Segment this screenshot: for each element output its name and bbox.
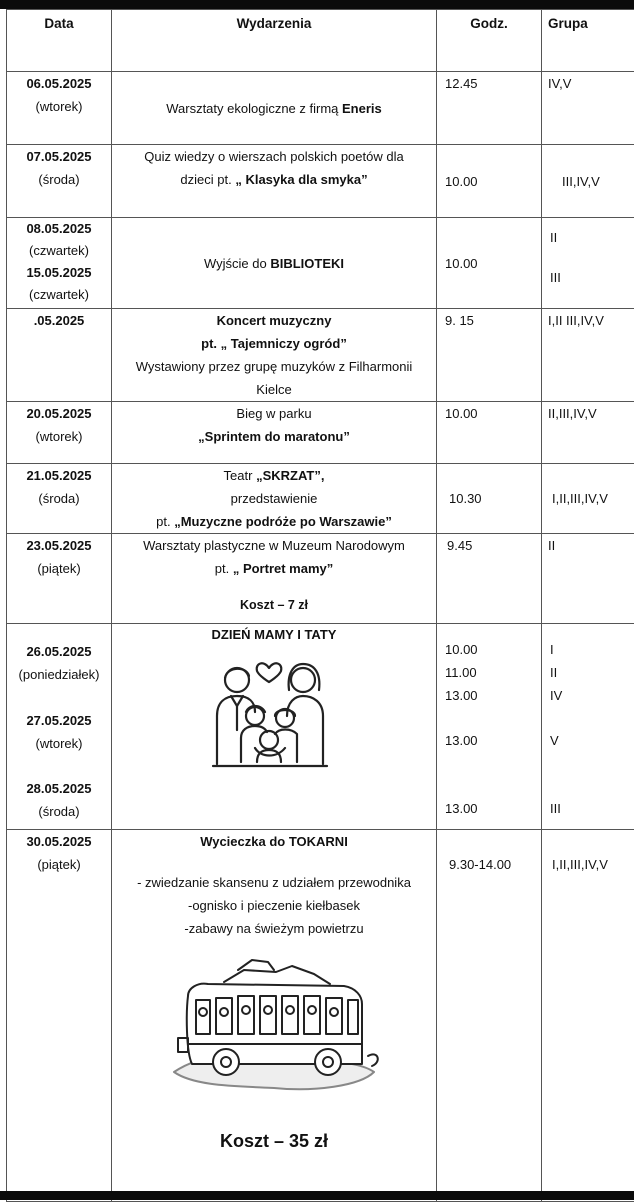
event-day: (środa) <box>7 168 111 191</box>
event-bold: „SKRZAT”, <box>256 468 324 483</box>
event-bold: „Muzyczne podróże po Warszawie” <box>174 514 392 529</box>
event-text: Warsztaty ekologiczne z firmą <box>166 101 342 116</box>
event-day: (środa) <box>7 800 111 823</box>
event-date: 23.05.2025 <box>7 534 111 557</box>
event-date: 27.05.2025 <box>7 709 111 732</box>
bottom-edge <box>0 1191 634 1200</box>
event-hour: 12.45 <box>445 72 541 95</box>
event-text: Quiz wiedzy o wierszach polskich poetów dla <box>112 145 436 168</box>
event-day: (piątek) <box>7 557 111 580</box>
event-hour: 9. 15 <box>445 309 541 332</box>
event-hour: 10.00 <box>445 170 541 193</box>
event-bold: „ Portret mamy” <box>233 561 333 576</box>
event-bold: Eneris <box>342 101 382 116</box>
table-row <box>7 534 634 624</box>
event-text: Teatr <box>224 468 257 483</box>
event-day: (środa) <box>7 487 111 510</box>
event-day: (czwartek) <box>7 240 111 262</box>
event-group: V <box>550 729 634 752</box>
event-cost: Koszt – 35 zł <box>112 1130 436 1153</box>
top-edge <box>0 0 634 9</box>
event-day: (wtorek) <box>7 425 111 448</box>
table-row <box>7 218 634 309</box>
event-group: II <box>548 534 634 557</box>
table-row <box>7 464 634 534</box>
event-date: 21.05.2025 <box>7 464 111 487</box>
event-hour: 9.30-14.00 <box>449 853 541 876</box>
event-day: (czwartek) <box>7 284 111 306</box>
event-hour: 10.00 <box>445 638 541 661</box>
event-date: 07.05.2025 <box>7 145 111 168</box>
event-hour: 9.45 <box>447 534 541 557</box>
event-group: III <box>550 258 634 298</box>
list-item: - zwiedzanie skansenu z udziałem przewodnika <box>112 871 436 894</box>
event-group: II <box>550 661 634 684</box>
event-title: Koncert muzyczny <box>112 309 436 332</box>
event-text: Wyjście do <box>204 256 270 271</box>
event-text: pt. <box>156 514 174 529</box>
event-day: (wtorek) <box>7 95 111 118</box>
list-item: -zabawy na świeżym powietrzu <box>112 917 436 940</box>
event-text: Kielce <box>112 378 436 401</box>
event-bold: „Sprintem do maratonu” <box>112 425 436 448</box>
table-row <box>7 830 634 1202</box>
event-hour: 13.00 <box>445 729 541 752</box>
event-group: IV,V <box>548 72 634 95</box>
event-day: (wtorek) <box>7 732 111 755</box>
event-day: (piątek) <box>7 853 111 876</box>
event-title: Wycieczka do TOKARNI <box>112 830 436 853</box>
event-group: III <box>550 797 634 820</box>
schedule-table <box>6 9 634 1202</box>
event-text: Wystawiony przez grupę muzyków z Filharmonii <box>112 355 436 378</box>
family-icon <box>209 654 339 784</box>
event-date: 26.05.2025 <box>7 640 111 663</box>
event-group: II <box>550 218 634 258</box>
event-group: III,IV,V <box>562 170 634 193</box>
header-hour: Godz. <box>437 10 542 72</box>
event-group: I,II III,IV,V <box>548 309 634 332</box>
header-row <box>7 10 634 72</box>
table-row <box>7 145 634 218</box>
event-hour: 10.30 <box>449 487 541 510</box>
event-date: 06.05.2025 <box>7 72 111 95</box>
event-day: (poniedziałek) <box>7 663 111 686</box>
list-item: -ognisko i pieczenie kiełbasek <box>112 894 436 917</box>
event-group: II,III,IV,V <box>548 402 634 425</box>
event-text: pt. <box>215 561 233 576</box>
event-group: I <box>550 638 634 661</box>
event-hour: 11.00 <box>445 661 541 684</box>
event-date: 15.05.2025 <box>7 262 111 284</box>
header-date: Data <box>7 10 112 72</box>
event-date: 20.05.2025 <box>7 402 111 425</box>
table-row <box>7 72 634 145</box>
table-row <box>7 309 634 402</box>
event-hour: 13.00 <box>445 797 541 820</box>
event-hour: 10.00 <box>445 402 541 425</box>
event-group: I,II,III,IV,V <box>552 487 634 510</box>
event-date: .05.2025 <box>7 309 111 332</box>
event-date: 28.05.2025 <box>7 777 111 800</box>
event-text: przedstawienie <box>112 487 436 510</box>
table-row <box>7 402 634 464</box>
header-group: Grupa <box>542 10 634 72</box>
event-date: 08.05.2025 <box>7 218 111 240</box>
event-group: IV <box>550 684 634 707</box>
event-bold: BIBLIOTEKI <box>270 256 344 271</box>
header-event: Wydarzenia <box>112 10 437 72</box>
event-hour: 10.00 <box>445 252 541 275</box>
event-text: dzieci pt. <box>180 172 235 187</box>
event-subtitle: pt. „ Tajemniczy ogród” <box>112 332 436 355</box>
event-hour: 13.00 <box>445 684 541 707</box>
event-text: Bieg w parku <box>112 402 436 425</box>
event-bold: „ Klasyka dla smyka” <box>235 172 367 187</box>
event-cost: Koszt – 7 zł <box>112 594 436 617</box>
bus-icon <box>164 952 384 1102</box>
event-date: 30.05.2025 <box>7 830 111 853</box>
event-group: I,II,III,IV,V <box>552 853 634 876</box>
event-text: Warsztaty plastyczne w Muzeum Narodowym <box>112 534 436 557</box>
event-title: DZIEŃ MAMY I TATY <box>112 624 436 646</box>
table-row <box>7 624 634 830</box>
